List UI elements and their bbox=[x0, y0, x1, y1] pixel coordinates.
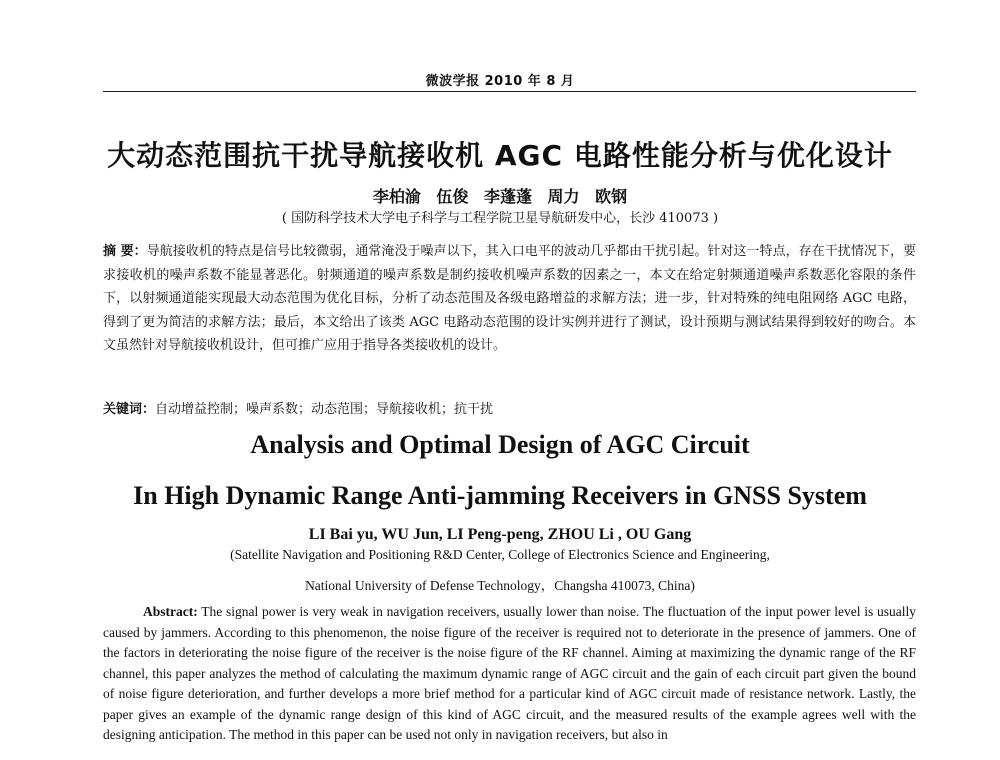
chinese-authors: 李柏渝 伍俊 李蓬蓬 周力 欧钢 bbox=[372, 187, 628, 206]
english-affiliation-line-1: (Satellite Navigation and Positioning R&D Center, College of Electronics Science and Engineering, bbox=[230, 547, 770, 562]
english-title-line-2: In High Dynamic Range Anti-jamming Receivers in GNSS System bbox=[133, 481, 867, 510]
chinese-affiliation: ( 国防科学技术大学电子科学与工程学院卫星导航研发中心，长沙 410073 ) bbox=[281, 211, 719, 226]
english-abstract-label: Abstract: bbox=[143, 604, 198, 619]
english-affiliation-line-2: National University of Defense Technology，Changsha 410073, China) bbox=[305, 578, 695, 593]
english-abstract bbox=[103, 602, 916, 746]
chinese-keywords-text: 自动增益控制；噪声系数；动态范围；导航接收机；抗干扰 bbox=[155, 402, 494, 417]
english-title-line-1: Analysis and Optimal Design of AGC Circuit bbox=[250, 430, 750, 459]
chinese-abstract-text: 导航接收机的特点是信号比较微弱，通常淹没于噪声以下，其入口电平的波动几乎都由干扰引起。针对这一特点，存在干扰情况下，要求接收机的噪声系数不能显著恶化。射频通道的噪声系数是制约接收机噪声系数的因素之一，本文在给定射频通道噪声系数恶化容限的条件下，以射频通道能实现最大动态范围为优化目标，分析了动态范围及各级电路增益的求解方法；进一步，针对特殊的纯电阻网络 AGC 电路，得到了更为简洁的求解方法；最后，本文给出了该类 AGC 电路动态范围的设计实例并进行了测试，设计预期与测试结果得到较好的吻合。本文虽然针对导航接收机设计，但可推广应用于指导各类接收机的设计。 bbox=[103, 244, 916, 353]
journal-header: 微波学报 2010 年 8 月 bbox=[425, 74, 575, 89]
english-authors: LI Bai yu, WU Jun, LI Peng-peng, ZHOU Li , OU Gang bbox=[308, 526, 692, 543]
chinese-title: 大动态范围抗干扰导航接收机 AGC 电路性能分析与优化设计 bbox=[107, 139, 893, 172]
header-rule bbox=[103, 91, 916, 92]
english-abstract-text: The signal power is very weak in navigation receivers, usually lower than noise. The fluctuation of the input power level is usually caused by jammers. According to this phenomenon, the noise figure of the receiver is required not to deteriorate in the presence of jammers. One of the factors in deteriorating the noise figure of the receiver is the noise figure of the RF channel. Aiming at maximizing the dynamic range of the RF channel, this paper analyzes the method of calculating the maximum dynamic range of AGC circuit and the gain of each circuit part given the bound of noise figure deterioration, and further develops a more brief method for a particular kind of AGC circuit made of resistance network. Lastly, the paper gives an example of the dynamic range design of this kind of AGC circuit, and the measured results of the example agrees well with the designing anticipation. The method in this paper can be used not only in navigation receivers, but also in bbox=[103, 604, 916, 742]
chinese-keywords-label: 关键词： bbox=[103, 402, 156, 417]
chinese-abstract bbox=[103, 240, 916, 358]
chinese-keywords bbox=[103, 400, 916, 420]
chinese-abstract-label: 摘 要： bbox=[103, 244, 147, 259]
